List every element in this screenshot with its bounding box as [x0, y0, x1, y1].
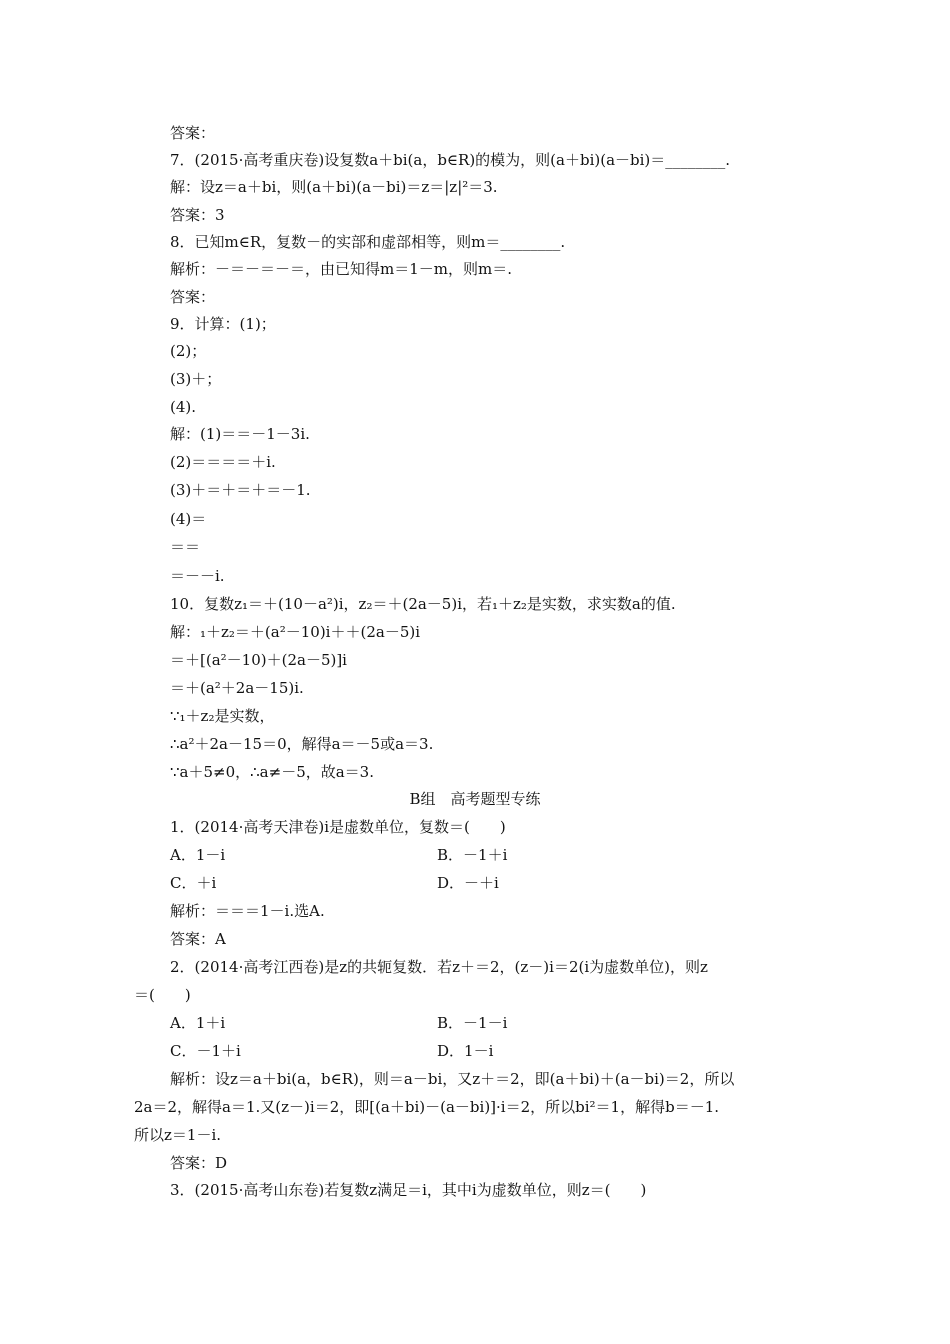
question-1-option-d: D．－＋i — [437, 874, 499, 892]
text-line: ＝＋(a²＋2a－15)i. — [170, 679, 304, 697]
question-2-analysis: 解析：设z＝a＋bi(a，b∈R)，则＝a－bi，又z＋＝2，即(a＋bi)＋(a－bi)＝2，所以 — [170, 1070, 735, 1088]
text-line: (3)＋＝＋＝＋＝－1. — [170, 481, 311, 499]
text-line: (2)； — [170, 342, 207, 360]
text-line: 答案： — [170, 124, 216, 142]
text-line: 答案： — [170, 288, 216, 306]
text-line: ∵a＋5≠0，∴a≠－5，故a＝3. — [170, 763, 374, 781]
question-1-option-b: B．－1＋i — [437, 846, 508, 864]
question-2-analysis-cont: 所以z＝1－i. — [134, 1126, 222, 1144]
question-2-option-a: A．1＋i — [170, 1014, 226, 1032]
text-line: ∴a²＋2a－15＝0，解得a＝－5或a＝3. — [170, 735, 434, 753]
question-3-stem: 3．(2015·高考山东卷)若复数z满足＝i，其中i为虚数单位，则z＝( ) — [170, 1181, 647, 1199]
text-line: ＝＋[(a²－10)＋(2a－5)]i — [170, 651, 347, 669]
question-2-option-d: D．1－i — [437, 1042, 494, 1060]
text-line: 答案：3 — [170, 206, 225, 224]
text-line: 解：₁＋z₂＝＋(a²－10)i＋＋(2a－5)i — [170, 623, 421, 641]
question-1-analysis: 解析：＝＝＝1－i.选A. — [170, 902, 325, 920]
question-2-answer: 答案：D — [170, 1154, 228, 1172]
text-line: 解析：－＝－＝－＝，由已知得m＝1－m，则m＝. — [170, 260, 512, 278]
text-line: (4). — [170, 398, 197, 416]
text-line: (3)＋； — [170, 370, 222, 388]
text-line: 10．复数z₁＝＋(10－a²)i，z₂＝＋(2a－5)i，若₁＋z₂是实数，求实数a的值. — [170, 595, 676, 613]
text-line: 9．计算：(1)； — [170, 315, 276, 333]
text-line: 解：设z＝a＋bi，则(a＋bi)(a－bi)＝z＝|z|²＝3. — [170, 178, 498, 196]
text-line: (4)＝ — [170, 510, 207, 528]
question-1-answer: 答案：A — [170, 930, 226, 948]
question-1-stem: 1．(2014·高考天津卷)i是虚数单位，复数＝( ) — [170, 818, 506, 836]
question-2-stem-cont: ＝( ) — [134, 986, 191, 1004]
question-2-option-b: B．－1－i — [437, 1014, 508, 1032]
text-line: 8．已知m∈R，复数－的实部和虚部相等，则m＝________. — [170, 233, 566, 251]
section-title: B组 高考题型专练 — [409, 790, 541, 808]
question-1-option-a: A．1－i — [170, 846, 226, 864]
question-2-analysis-cont: 2a＝2，解得a＝1.又(z－)i＝2，即[(a＋bi)－(a－bi)]·i＝2，所以bi²＝1，解得b＝－1. — [134, 1098, 720, 1116]
text-line: ＝－－i. — [170, 567, 225, 585]
text-line: 7．(2015·高考重庆卷)设复数a＋bi(a，b∈R)的模为，则(a＋bi)(a－bi)＝________. — [170, 151, 731, 169]
text-line: (2)＝＝＝＝＋i. — [170, 453, 276, 471]
question-1-option-c: C．＋i — [170, 874, 217, 892]
text-line: ∵₁＋z₂是实数， — [170, 707, 275, 725]
text-line: ＝＝ — [170, 538, 201, 556]
question-2-stem: 2．(2014·高考江西卷)是z的共轭复数．若z＋＝2，(z－)i＝2(i为虚数单位)，则z — [170, 958, 708, 976]
text-line: 解：(1)＝＝－1－3i. — [170, 425, 310, 443]
question-2-option-c: C．－1＋i — [170, 1042, 241, 1060]
